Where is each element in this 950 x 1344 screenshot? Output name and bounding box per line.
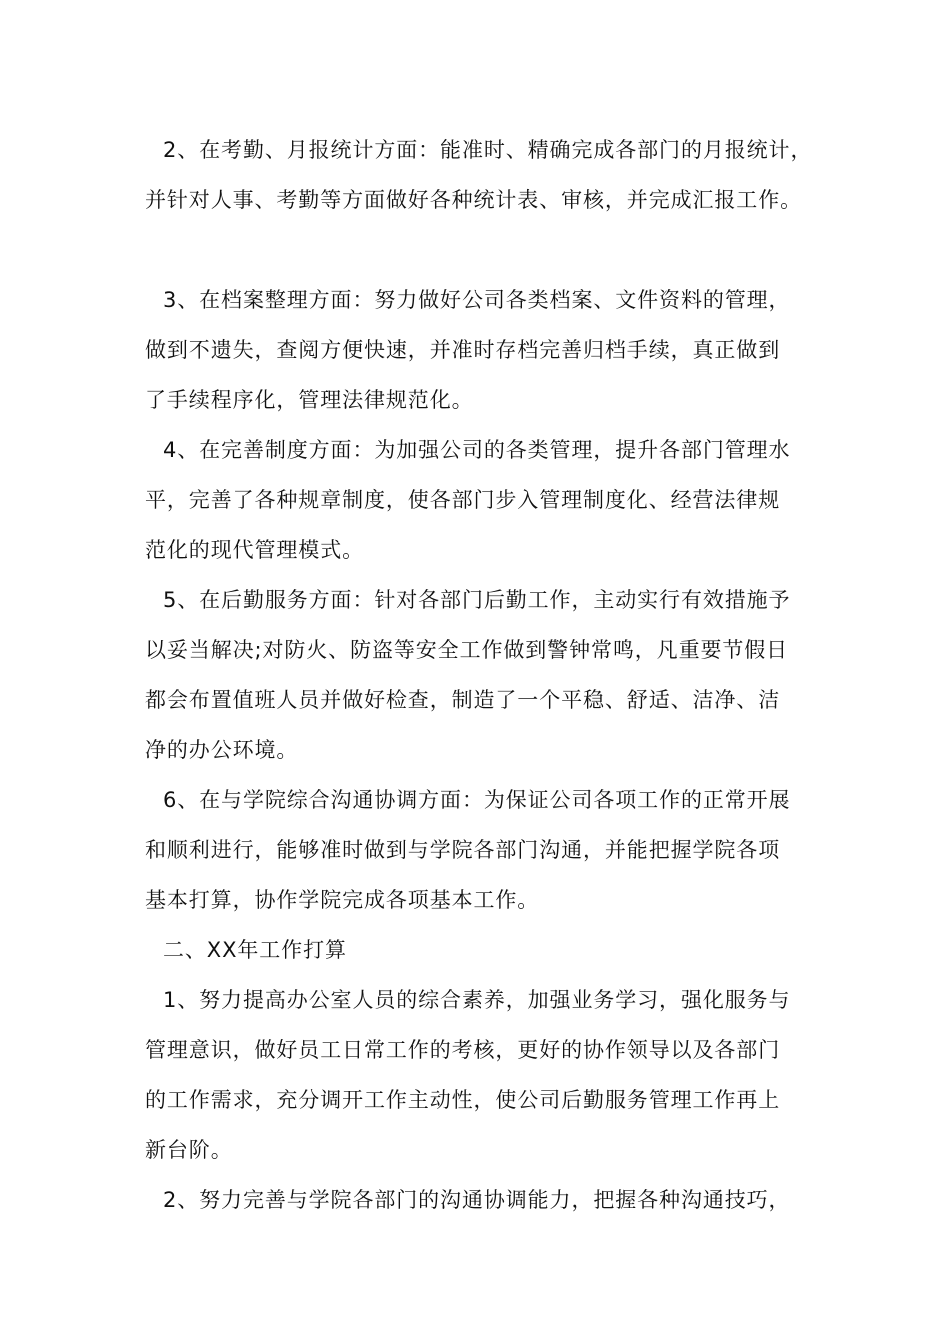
paragraph-5-line-2: 和顺利进行，能够准时做到与学院各部门沟通，并能把握学院各项 [145, 838, 781, 862]
paragraph-2-line-1: 3、在档案整理方面：努力做好公司各类档案、文件资料的管理， [163, 288, 791, 312]
paragraph-1-line-1: 2、在考勤、月报统计方面：能准时、精确完成各部门的月报统计， [163, 138, 813, 162]
paragraph-4-line-3: 都会布置值班人员并做好检查，制造了一个平稳、舒适、洁净、洁 [145, 688, 781, 712]
paragraph-4-line-1: 5、在后勤服务方面：针对各部门后勤工作，主动实行有效措施予 [163, 588, 791, 612]
paragraph-6-line-4: 新台阶。 [145, 1138, 233, 1162]
paragraph-4-line-2: 以妥当解决;对防火、防盗等安全工作做到警钟常鸣，凡重要节假日 [145, 638, 789, 662]
paragraph-7-line-1: 2、努力完善与学院各部门的沟通协调能力，把握各种沟通技巧， [163, 1188, 791, 1212]
paragraph-5-line-1: 6、在与学院综合沟通协调方面：为保证公司各项工作的正常开展 [163, 788, 791, 812]
section-heading: 二、XX年工作打算 [163, 938, 347, 962]
paragraph-2-line-2: 做到不遗失，查阅方便快速，并准时存档完善归档手续，真正做到 [145, 338, 781, 362]
paragraph-6-line-2: 管理意识，做好员工日常工作的考核，更好的协作领导以及各部门 [145, 1038, 781, 1062]
paragraph-3-line-3: 范化的现代管理模式。 [145, 538, 364, 562]
paragraph-3-line-1: 4、在完善制度方面：为加强公司的各类管理，提升各部门管理水 [163, 438, 791, 462]
paragraph-1-line-2: 并针对人事、考勤等方面做好各种统计表、审核，并完成汇报工作。 [145, 188, 802, 212]
paragraph-6-line-3: 的工作需求，充分调开工作主动性，使公司后勤服务管理工作再上 [145, 1088, 781, 1112]
paragraph-5-line-3: 基本打算，协作学院完成各项基本工作。 [145, 888, 540, 912]
paragraph-2-line-3: 了手续程序化，管理法律规范化。 [145, 388, 474, 412]
paragraph-3-line-2: 平，完善了各种规章制度，使各部门步入管理制度化、经营法律规 [145, 488, 781, 512]
paragraph-6-line-1: 1、努力提高办公室人员的综合素养，加强业务学习，强化服务与 [163, 988, 791, 1012]
paragraph-4-line-4: 净的办公环境。 [145, 738, 299, 762]
